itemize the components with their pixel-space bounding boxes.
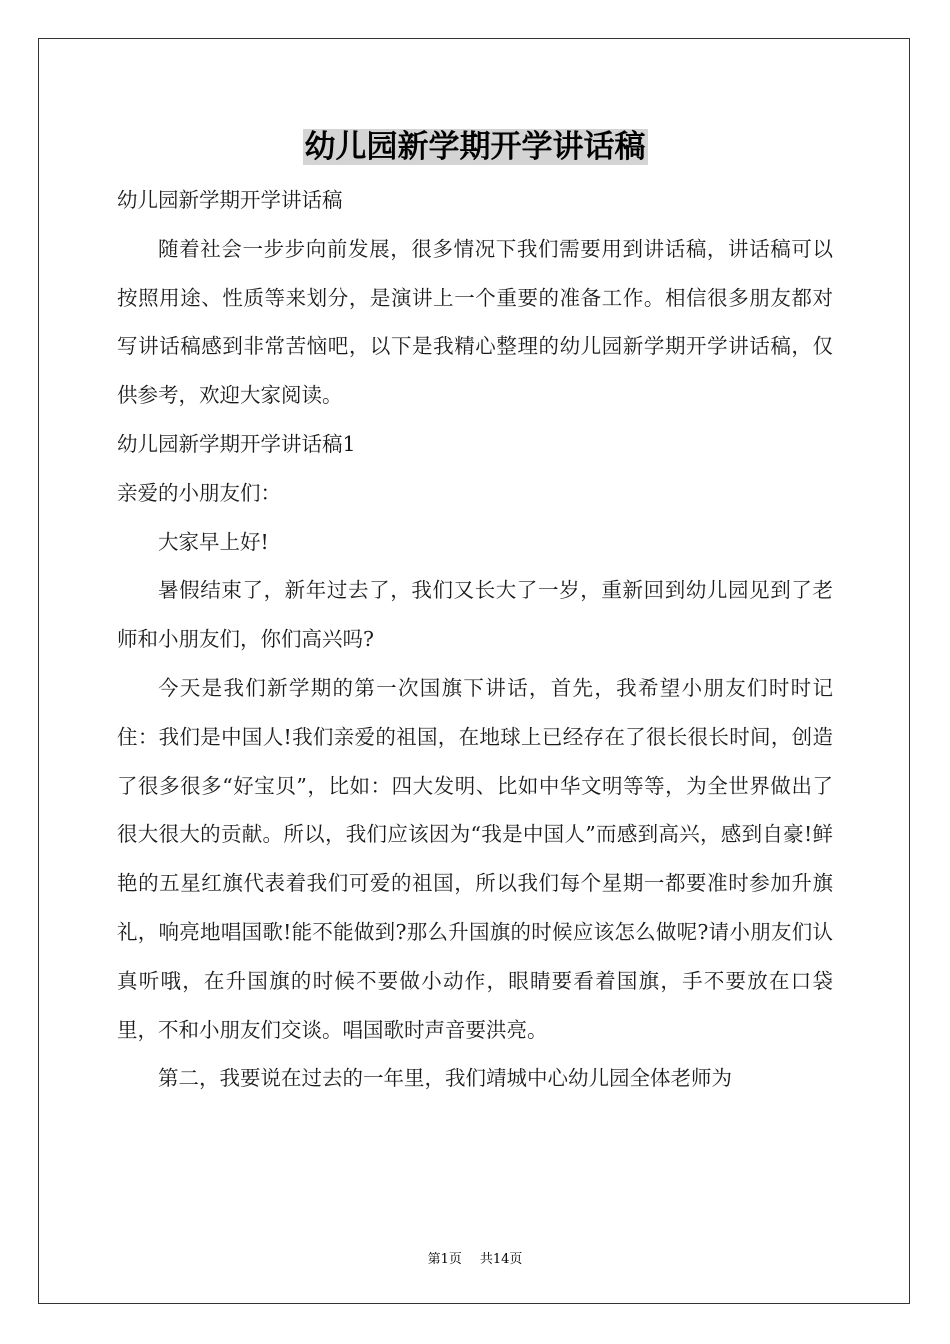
page-total: 共14页 [479, 1252, 523, 1267]
paragraph-body: 暑假结束了，新年过去了，我们又长大了一岁，重新回到幼儿园见到了老师和小朋友们，你们高兴吗? [117, 578, 833, 652]
document-title-text: 幼儿园新学期开学讲话稿 [304, 129, 646, 165]
paragraph-greeting: 大家早上好! [158, 529, 269, 554]
document-body [117, 176, 833, 1103]
document-title [0, 125, 950, 169]
page-number: 第1页 [427, 1252, 462, 1267]
paragraph-section-heading: 幼儿园新学期开学讲话稿1 [117, 431, 356, 456]
paragraph-body: 今天是我们新学期的第一次国旗下讲话，首先，我希望小朋友们时时记住：我们是中国人!我们亲爱的祖国，在地球上已经存在了很长很长时间，创造了很多很多“好宝贝”，比如：四大发明、比如中华文明等等，为全世界做出了很大很大的贡献。所以，我们应该因为“我是中国人”而感到高兴，感到自豪!鲜艳的五星红旗代表着我们可爱的祖国，所以我们每个星期一都要准时参加升旗礼，响亮地唱国歌!能不能做到?那么升国旗的时候应该怎么做呢?请小朋友们认真听哦，在升国旗的时候不要做小动作，眼睛要看着国旗，手不要放在口袋里，不和小朋友们交谈。唱国歌时声音要洪亮。 [117, 675, 833, 1042]
paragraph-salutation: 亲爱的小朋友们： [117, 480, 281, 505]
paragraph-subtitle: 幼儿园新学期开学讲话稿 [117, 188, 343, 212]
paragraph-intro: 随着社会一步步向前发展，很多情况下我们需要用到讲话稿，讲话稿可以按照用途、性质等来划分，是演讲上一个重要的准备工作。相信很多朋友都对写讲话稿感到非常苦恼吧，以下是我精心整理的幼儿园新学期开学讲话稿，仅供参考，欢迎大家阅读。 [117, 236, 833, 408]
paragraph-body: 第二，我要说在过去的一年里，我们靖城中心幼儿园全体老师为 [158, 1066, 732, 1091]
page-footer [0, 1248, 950, 1267]
